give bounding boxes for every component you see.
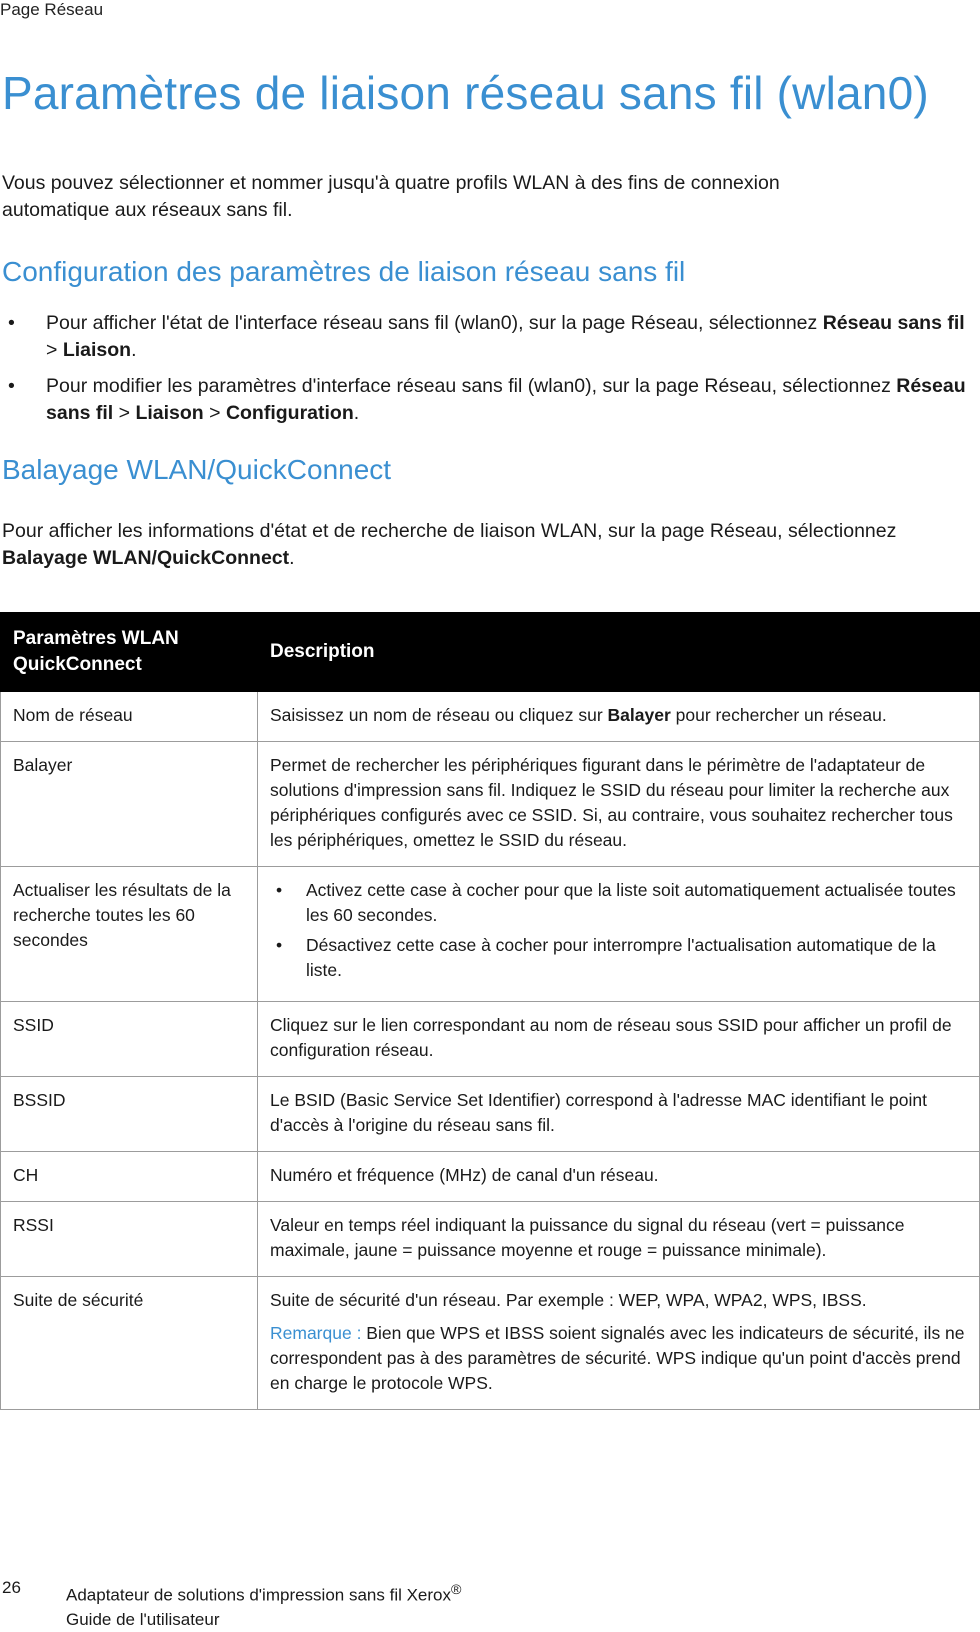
table-row <box>1 1002 980 1077</box>
param-cell: Suite de sécurité <box>1 1277 258 1410</box>
param-cell: Nom de réseau <box>1 692 258 742</box>
refresh-bullet-list <box>270 878 967 983</box>
param-cell: Balayer <box>1 742 258 867</box>
note-label: Remarque : <box>270 1323 367 1343</box>
bullet-icon: • <box>8 375 15 397</box>
description-cell <box>258 867 980 1002</box>
quickconnect-paragraph: Pour afficher les informations d'état et de recherche de liaison WLAN, sur la page Réseau, sélectionnez Balayage WLAN/QuickConnect. <box>2 520 897 569</box>
security-suite-text: Suite de sécurité d'un réseau. Par exemple : WEP, WPA, WPA2, WPS, IBSS. <box>270 1290 867 1310</box>
table-row <box>1 1277 980 1410</box>
registered-mark: ® <box>451 1582 462 1598</box>
list-item: • Activez cette case à cocher pour que la liste soit automatiquement actualisée toutes les 60 secondes. <box>276 880 956 925</box>
description-cell <box>258 1277 980 1410</box>
description-cell: Numéro et fréquence (MHz) de canal d'un réseau. <box>258 1152 980 1202</box>
description-cell: Permet de rechercher les périphériques figurant dans le périmètre de l'adaptateur de solutions d'impression sans fil. Indiquez le SSID du réseau pour limiter la recherche aux périphériques configurés avec ce SSID. Si, au contraire, vous souhaitez rechercher tous les périphériques, omettez le SSID du réseau. <box>258 742 980 867</box>
list-item: • Désactivez cette case à cocher pour interrompre l'actualisation automatique de la liste. <box>276 935 936 980</box>
param-cell: SSID <box>1 1002 258 1077</box>
page-title: Paramètres de liaison réseau sans fil (wlan0) <box>2 67 929 119</box>
page-number: 26 <box>2 1578 21 1597</box>
table-row <box>1 1077 980 1152</box>
section-heading-configuration: Configuration des paramètres de liaison réseau sans fil <box>2 256 686 287</box>
param-cell: CH <box>1 1152 258 1202</box>
param-cell: BSSID <box>1 1077 258 1152</box>
bullet-icon: • <box>276 880 283 900</box>
table-row <box>1 1202 980 1277</box>
running-header: Page Réseau <box>0 0 104 19</box>
table-row <box>1 867 980 1002</box>
description-cell: Le BSID (Basic Service Set Identifier) correspond à l'adresse MAC identifiant le point d'accès à l'origine du réseau sans fil. <box>258 1077 980 1152</box>
wlan-parameters-table <box>0 612 980 1410</box>
table-row <box>1 742 980 867</box>
description-cell: Saisissez un nom de réseau ou cliquez sur Balayer pour rechercher un réseau. <box>258 692 980 742</box>
bullet-icon: • <box>276 935 283 955</box>
table-row <box>1 1152 980 1202</box>
column-header-description: Description <box>258 613 980 692</box>
param-cell: RSSI <box>1 1202 258 1277</box>
configuration-bullet-list <box>2 310 972 436</box>
table-header-row <box>1 613 980 692</box>
bullet-icon: • <box>8 312 15 334</box>
param-cell: Actualiser les résultats de la recherche toutes les 60 secondes <box>1 867 258 1002</box>
section-heading-quickconnect: Balayage WLAN/QuickConnect <box>2 454 392 485</box>
footer-product: Adaptateur de solutions d'impression sans fil Xerox® Guide de l'utilisateur <box>66 1578 461 1632</box>
bullet-view-status: • Pour afficher l'état de l'interface réseau sans fil (wlan0), sur la page Réseau, sélectionnez Réseau sans fil > Liaison. <box>8 312 965 361</box>
column-header-parameter: Paramètres WLAN QuickConnect <box>1 613 258 692</box>
table-row <box>1 692 980 742</box>
note: Remarque : Bien que WPS et IBSS soient signalés avec les indicateurs de sécurité, ils ne correspondent pas à des paramètres de sécurité. WPS indique qu'un point d'accès prend en charge le protocole WPS. <box>270 1323 965 1393</box>
footer-guide: Guide de l'utilisateur <box>66 1609 220 1629</box>
description-cell: Cliquez sur le lien correspondant au nom de réseau sous SSID pour afficher un profil de configuration réseau. <box>258 1002 980 1077</box>
intro-paragraph: Vous pouvez sélectionner et nommer jusqu'à quatre profils WLAN à des fins de connexion automatique aux réseaux sans fil. <box>2 172 780 221</box>
description-cell: Valeur en temps réel indiquant la puissance du signal du réseau (vert = puissance maximale, jaune = puissance moyenne et rouge = puissance minimale). <box>258 1202 980 1277</box>
bullet-modify-settings: • Pour modifier les paramètres d'interface réseau sans fil (wlan0), sur la page Réseau, sélectionnez Réseau sans fil > Liaison > Configuration. <box>8 375 966 424</box>
